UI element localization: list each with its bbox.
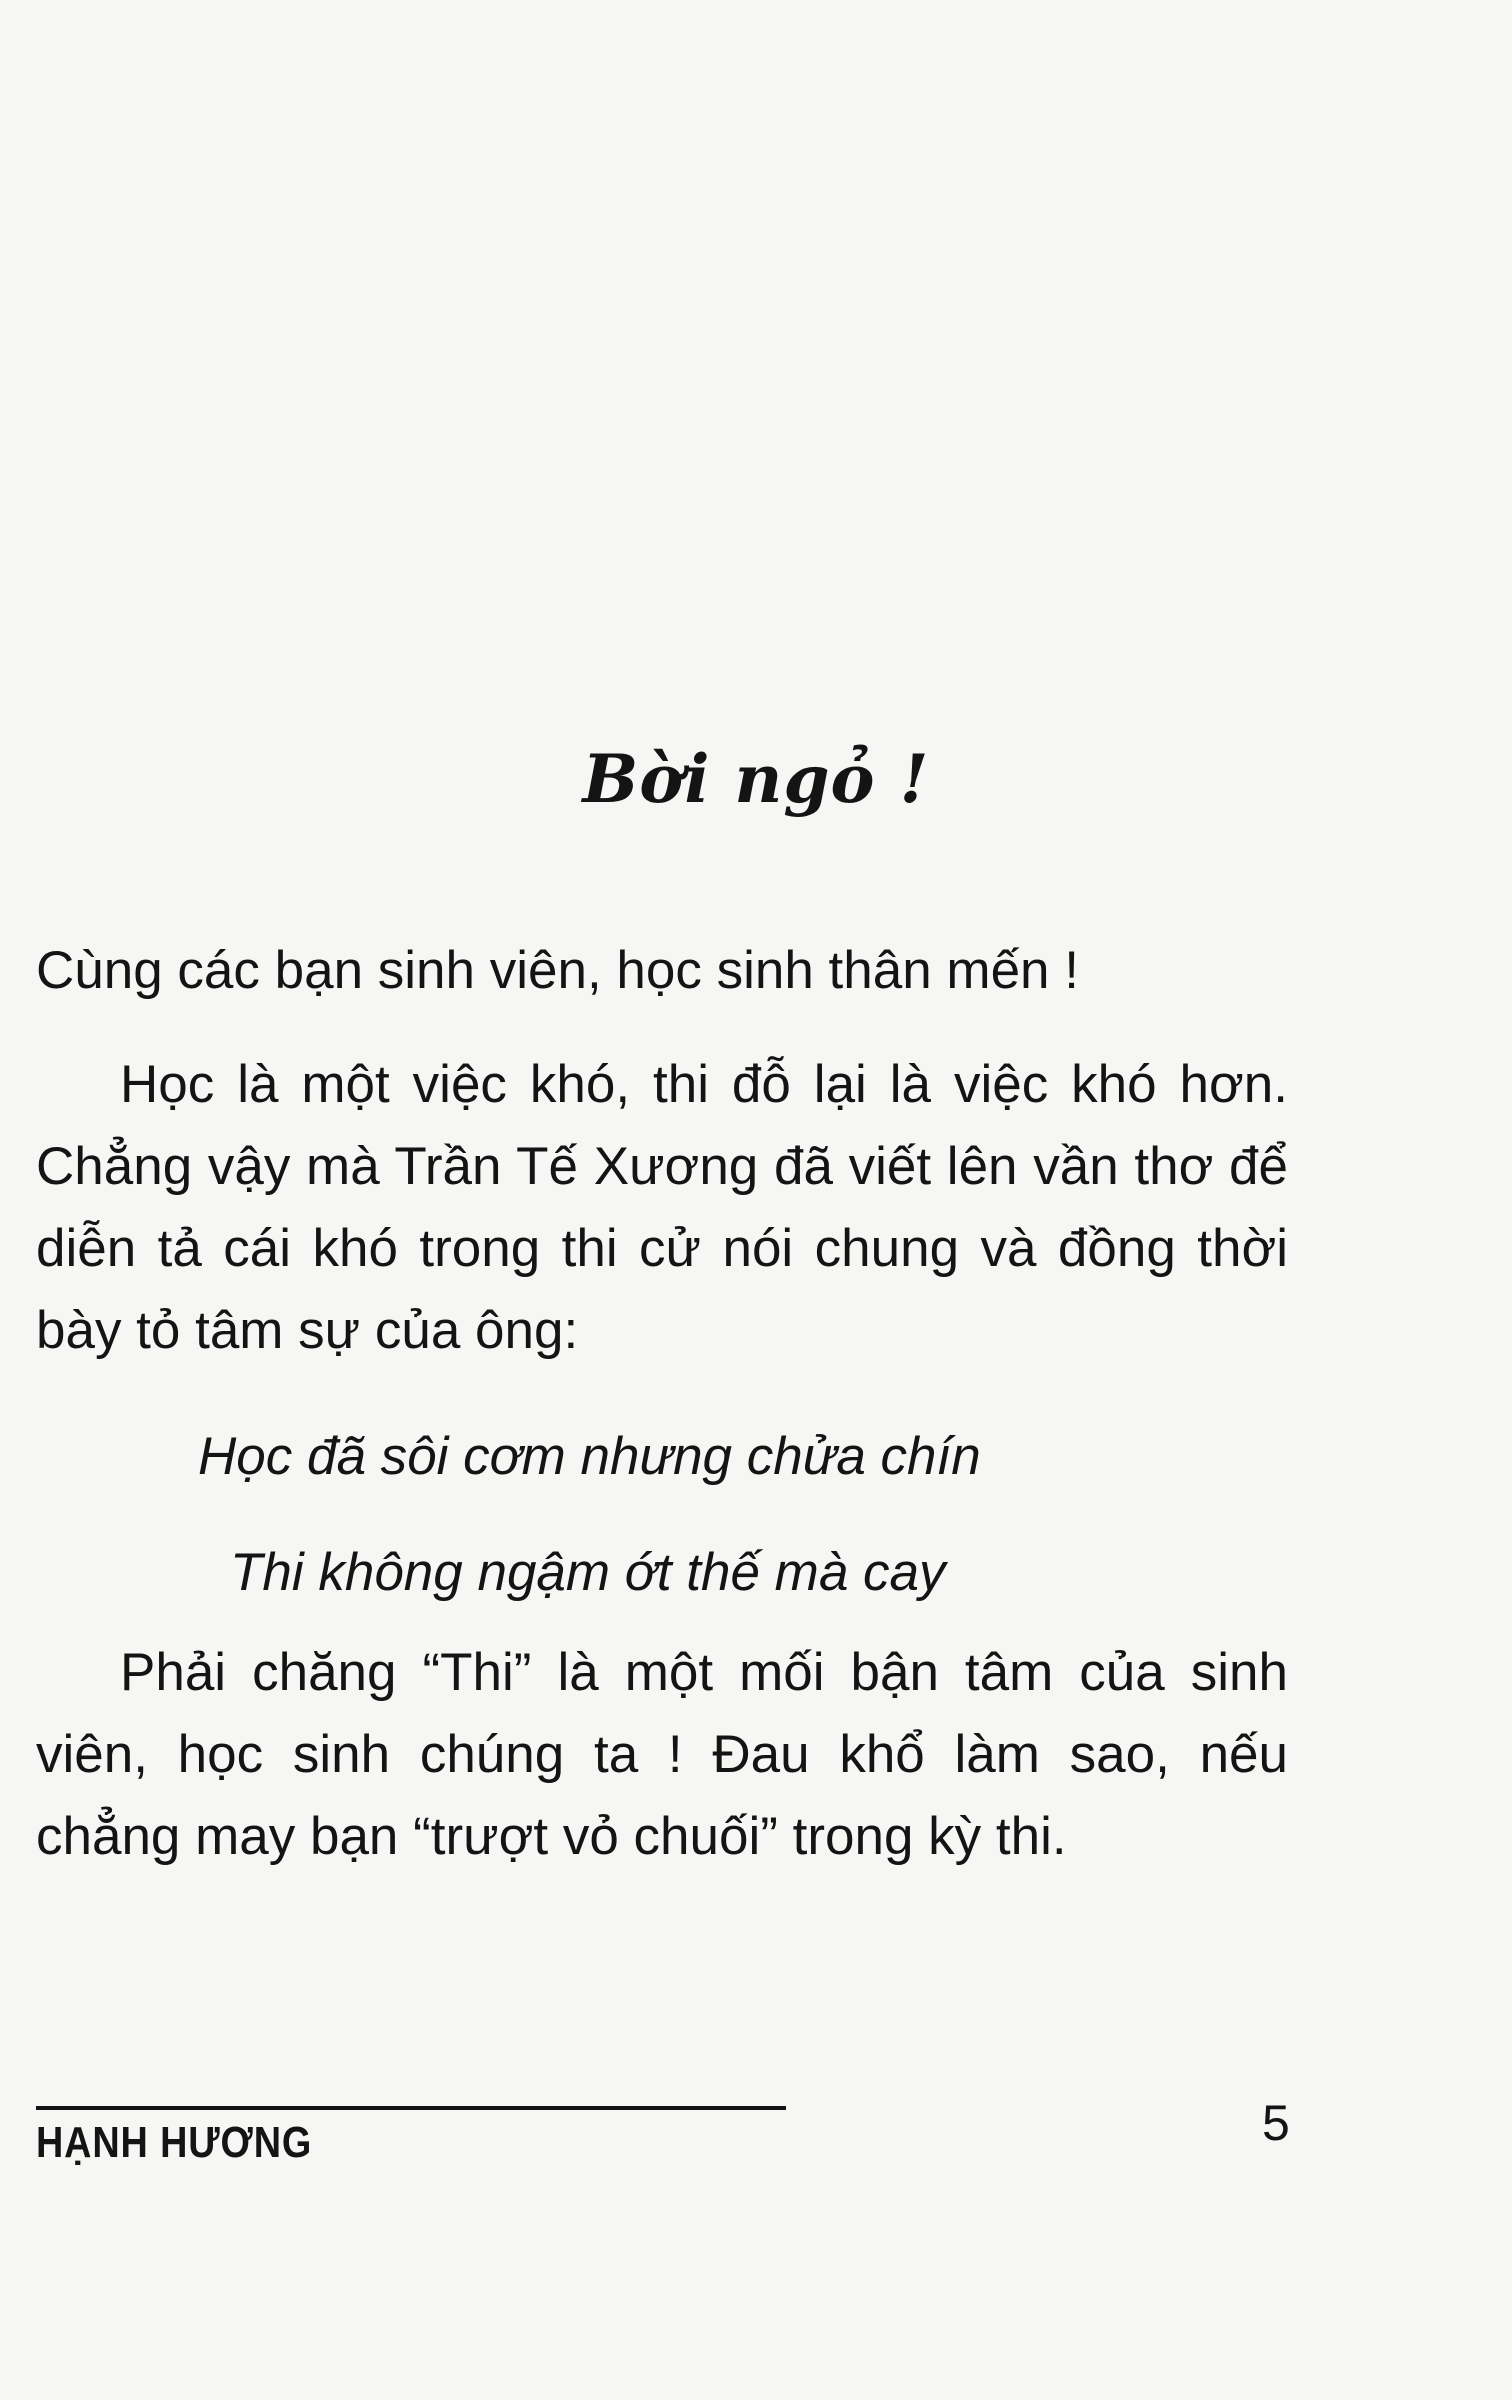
greeting-paragraph: Cùng các bạn sinh viên, học sinh thân mến ! xyxy=(36,941,1079,1000)
page-number: 5 xyxy=(1262,2095,1290,2151)
verse-line-1: Học đã sôi cơm nhưng chửa chín xyxy=(198,1427,981,1486)
closing-paragraph: Phải chăng “Thi” là một mối bận tâm của sinh viên, học sinh chúng ta ! Đau khổ làm sao, nếu chẳng may bạn “trượt vỏ chuối” trong kỳ thi. xyxy=(36,1643,1288,1866)
intro-paragraph: Học là một việc khó, thi đỗ lại là việc khó hơn. Chẳng vậy mà Trần Tế Xương đã viết lên vần thơ để diễn tả cái khó trong thi cử nói chung và đồng thời bày tỏ tâm sự của ông: xyxy=(36,1055,1288,1360)
verse-line-2: Thi không ngậm ớt thế mà cay xyxy=(230,1543,946,1602)
footer-rule xyxy=(36,2106,786,2110)
page-heading: Bời ngỏ ! xyxy=(582,740,930,818)
footer-author: HẠNH HƯƠNG xyxy=(36,2118,313,2167)
